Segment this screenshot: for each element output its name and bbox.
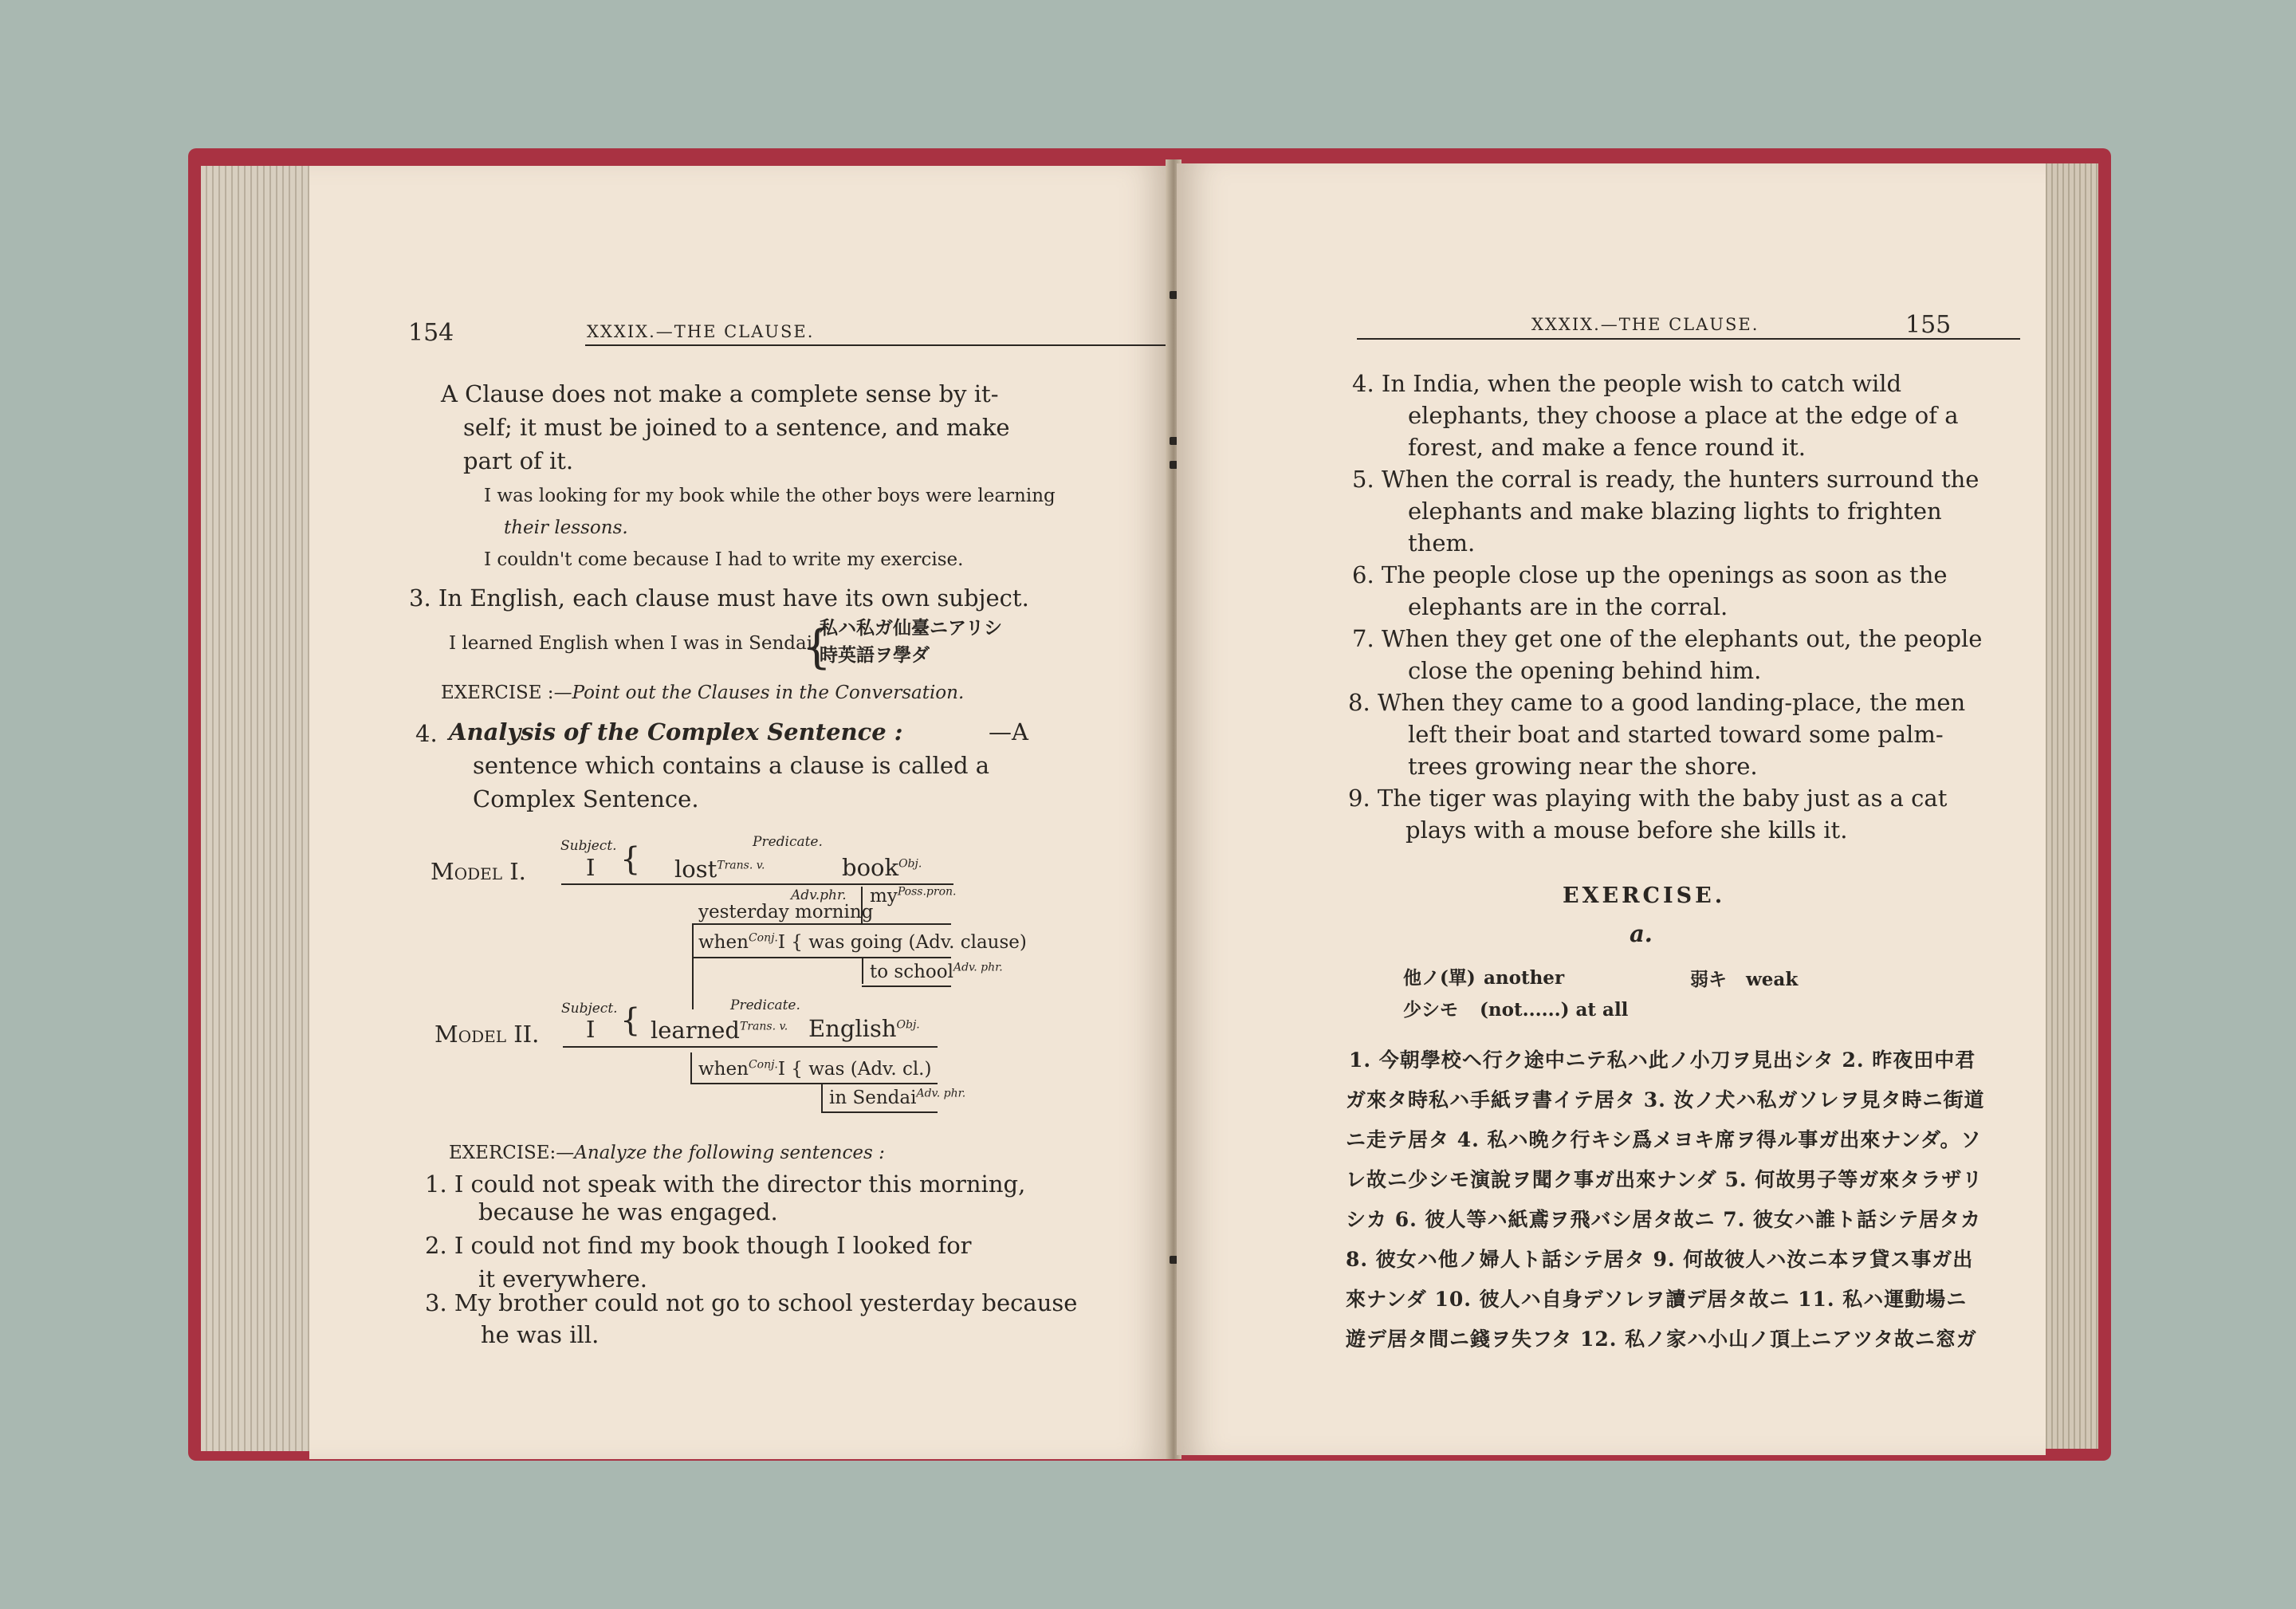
item-line: them. <box>1408 529 1476 557</box>
verb-word <box>674 858 765 881</box>
sentence-line: he was ill. <box>481 1321 600 1348</box>
clause-phrase <box>870 963 1003 982</box>
poss-word <box>870 887 956 906</box>
adv-phrase: yesterday morning <box>698 902 874 923</box>
model-1-label: Model I. <box>431 858 526 885</box>
item-line: plays with a mouse before she kills it. <box>1406 816 1848 844</box>
object-word <box>842 856 922 879</box>
diagram-line <box>692 957 951 958</box>
jp-line: 8. 彼女ハ他ノ婦人ト話シテ居タ 9. 何故彼人ハ汝ニ本ヲ貸ス事ガ出 <box>1346 1248 1974 1271</box>
right-page <box>1177 163 2046 1455</box>
clause-phrase <box>829 1089 965 1107</box>
clause-when: when <box>698 1059 749 1080</box>
running-head: XXXIX.—THE CLAUSE. <box>587 322 815 341</box>
clause-phrase-text: in Sendai <box>829 1088 917 1108</box>
object-tag: Obj. <box>896 1018 920 1032</box>
diagram-vline <box>861 887 863 923</box>
item-line: left their boat and started toward some palm- <box>1408 721 1944 748</box>
left-page <box>309 166 1170 1459</box>
subject-label: Subject. <box>560 838 617 854</box>
jp-line: レ故ニ少シモ演說ヲ聞ク事ガ出來ナンダ 5. 何故男子等ガ來タラザリ <box>1346 1168 1983 1191</box>
sentence-line: it everywhere. <box>478 1265 648 1292</box>
diagram-line <box>692 923 951 925</box>
exercise-label-text: EXERCISE: <box>449 1143 556 1163</box>
verb-tag: Trans. v. <box>717 859 765 872</box>
item-line: elephants and make blazing lights to frighten <box>1408 498 1942 525</box>
diagram-vline <box>690 1052 692 1084</box>
item-line: 4. In India, when the people wish to catch wild <box>1352 370 1902 397</box>
subject-word: I <box>586 854 596 881</box>
diagram-line <box>862 985 951 987</box>
adv-tag: Adv.phr. <box>791 887 847 903</box>
vocab-jp: 弱キ <box>1690 969 1727 990</box>
diagram-vline <box>862 957 863 984</box>
exercise-label <box>441 684 964 702</box>
jp-gloss: 時英語ヲ學ダ <box>820 644 930 666</box>
item-line: trees growing near the shore. <box>1408 753 1758 780</box>
verb-text: learned <box>651 1017 740 1044</box>
exercise-2 <box>449 1144 885 1162</box>
vocab-en: weak <box>1746 969 1799 990</box>
point-4-line: sentence which contains a clause is called a <box>473 752 990 779</box>
point-4-line: —A <box>989 718 1028 745</box>
vocab-jp: 少シモ <box>1403 999 1458 1021</box>
sentence-line: because he was engaged. <box>478 1198 778 1225</box>
diagram-baseline <box>563 1046 938 1048</box>
jp-line: 來ナンダ 10. 彼人ハ自身デソレヲ讀デ居タ故ニ 11. 私ハ運動場ニ <box>1346 1288 1968 1311</box>
clause-line <box>698 931 1027 953</box>
intro-line: self; it must be joined to a sentence, and make <box>463 414 1010 441</box>
clause-phrase-tag: Adv. phr. <box>953 961 1003 974</box>
brace: { <box>620 841 641 878</box>
verb-text: lost <box>674 856 718 883</box>
predicate-label: Predicate. <box>753 834 823 850</box>
verb-tag: Trans. v. <box>740 1020 788 1033</box>
vocab-en: another <box>1484 967 1565 989</box>
sentence-line: 1. I could not speak with the director this morning, <box>425 1170 1026 1198</box>
item-line: close the opening behind him. <box>1408 657 1762 684</box>
sentence-line: 3. My brother could not go to school yesterday because <box>425 1289 1078 1316</box>
subject-label: Subject. <box>561 1001 618 1017</box>
clause-rest: I { was going (Adv. clause) <box>777 932 1027 953</box>
intro-line: A Clause does not make a complete sense by it- <box>441 380 999 407</box>
jp-line: 遊デ居タ間ニ錢ヲ失フタ 12. 私ノ家ハ小山ノ頂上ニアツタ故ニ窓ガ <box>1346 1328 1977 1351</box>
clause-rest: I { was (Adv. cl.) <box>777 1059 932 1080</box>
item-line: 8. When they came to a good landing-place, the men <box>1348 689 1966 716</box>
exercise-instruction: —Point out the Clauses in the Conversation. <box>553 683 965 703</box>
predicate-label: Predicate. <box>730 997 800 1013</box>
point-3-example: I learned English when I was in Sendai. <box>449 633 819 654</box>
poss-tag: Poss.pron. <box>897 885 957 899</box>
exercise-heading: EXERCISE. <box>1563 883 1726 908</box>
page-edges-left <box>201 166 313 1451</box>
running-head: XXXIX.—THE CLAUSE. <box>1531 315 1759 334</box>
exercise-label-text: EXERCISE : <box>441 683 554 703</box>
sentence-line: 2. I could not find my book though I looked for <box>425 1232 972 1259</box>
point-4-number: 4. <box>415 720 438 747</box>
diagram-baseline <box>561 883 953 885</box>
item-line: elephants are in the corral. <box>1408 593 1728 620</box>
brace: { <box>620 1002 641 1039</box>
clause-when: when <box>698 932 749 953</box>
poss-text: my <box>870 886 898 907</box>
item-line: elephants, they choose a place at the edge of a <box>1408 402 1959 429</box>
subject-word: I <box>586 1016 596 1043</box>
jp-line: ガ來タ時私ハ手紙ヲ書イテ居タ 3. 汝ノ犬ハ私ガソレヲ見タ時ニ街道 <box>1346 1088 1985 1111</box>
point-4-title: Analysis of the Complex Sentence : <box>449 718 903 745</box>
conj-tag: Conj. <box>748 931 778 945</box>
item-line: forest, and make a fence round it. <box>1408 434 1806 461</box>
item-line: 9. The tiger was playing with the baby just as a cat <box>1348 785 1948 812</box>
point-3: 3. In English, each clause must have its own subject. <box>409 584 1029 612</box>
exercise-instruction: —Analyze the following sentences : <box>556 1143 885 1163</box>
example-line: I was looking for my book while the other boys were learning <box>484 486 1056 506</box>
clause-phrase-text: to school <box>870 962 953 982</box>
jp-line: シカ 6. 彼人等ハ紙鳶ヲ飛バシ居タ故ニ 7. 彼女ハ誰ト話シテ居タカ <box>1346 1208 1982 1231</box>
page-number: 154 <box>408 319 454 347</box>
item-line: 7. When they get one of the elephants out, the people <box>1352 625 1983 652</box>
verb-word <box>651 1019 788 1042</box>
vocab-jp: 他ノ(單) <box>1403 967 1476 989</box>
object-text: English <box>808 1015 897 1042</box>
object-text: book <box>842 854 899 881</box>
conj-tag: Conj. <box>748 1058 778 1072</box>
jp-line: ニ走テ居タ 4. 私ハ晩ク行キシ爲メヨキ席ヲ得ル事ガ出來ナンダ。ソ <box>1346 1128 1982 1151</box>
clause-phrase-tag: Adv. phr. <box>916 1087 966 1100</box>
example-line: I couldn't come because I had to write my exercise. <box>484 549 964 570</box>
example-line: their lessons. <box>504 517 628 538</box>
item-line: 6. The people close up the openings as soon as the <box>1352 561 1948 588</box>
diagram-vline <box>821 1083 823 1111</box>
point-4-line: Complex Sentence. <box>473 785 699 812</box>
brace: { <box>802 620 832 674</box>
diagram-line <box>690 1083 938 1084</box>
jp-gloss: 私ハ私ガ仙臺ニアリシ <box>820 617 1003 639</box>
jp-line: 1. 今朝學校ヘ行ク途中ニテ私ハ此ノ小刀ヲ見出シタ 2. 昨夜田中君 <box>1349 1048 1976 1072</box>
object-tag: Obj. <box>898 857 922 871</box>
item-line: 5. When the corral is ready, the hunters surround the <box>1352 466 1980 493</box>
exercise-sub: a. <box>1630 920 1653 947</box>
vocab-en: (not......) at all <box>1480 999 1629 1021</box>
intro-line: part of it. <box>463 447 574 474</box>
diagram-line <box>821 1111 938 1113</box>
object-word <box>808 1017 920 1041</box>
clause-line <box>698 1060 931 1079</box>
head-rule <box>1357 338 2020 340</box>
model-2-label: Model II. <box>434 1021 540 1048</box>
page-number: 155 <box>1905 311 1952 339</box>
diagram-vline <box>692 923 694 1009</box>
